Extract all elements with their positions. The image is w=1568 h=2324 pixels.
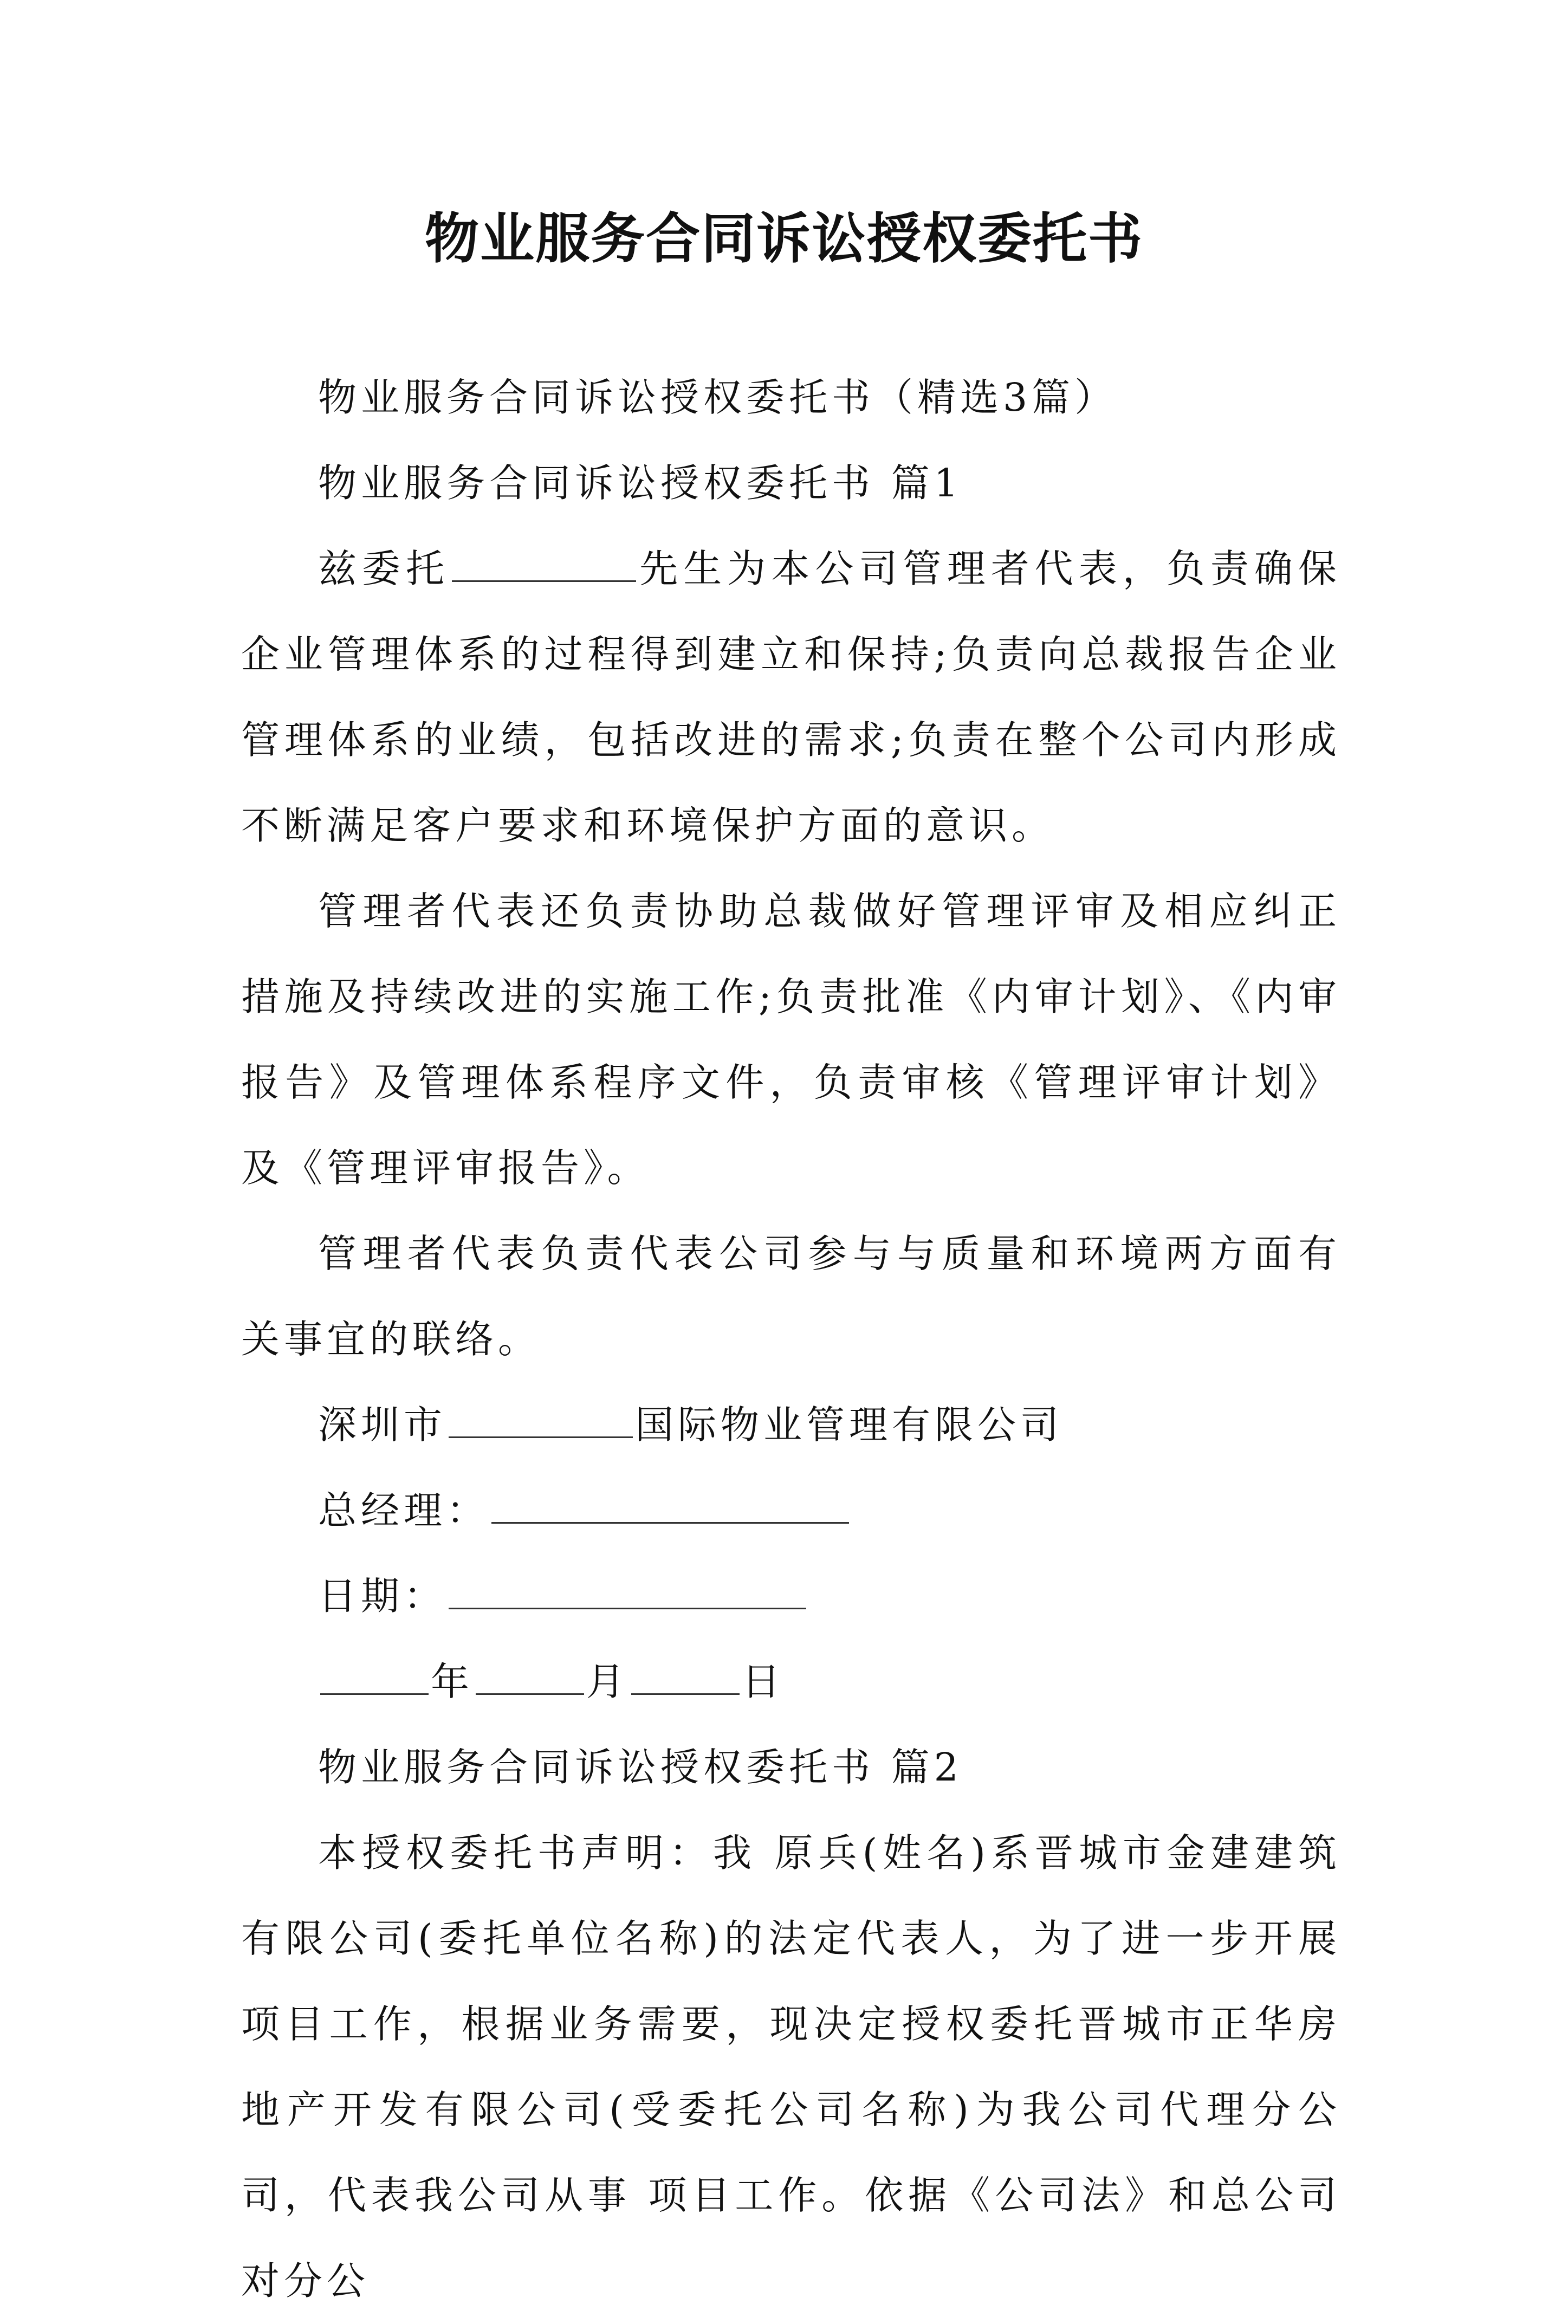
year-label: 年 [431,1659,474,1704]
date-blank [449,1607,806,1609]
company-name-blank [449,1436,633,1438]
paragraph-responsibilities: 管理者代表还负责协助总裁做好管理评审及相应纠正措施及持续改进的实施工作;负责批准《内审计划》、《内审报告》及管理体系程序文件，负责审核《管理评审计划》及《管理评审报告》。 [241,889,1341,1190]
paragraph-appointment [241,526,1341,869]
day-label: 日 [742,1659,785,1704]
date-line [241,1553,1341,1639]
paragraph-authorization-statement: 本授权委托书声明：我 原兵(姓名)系晋城市金建建筑有限公司(委托单位名称)的法定代表人，为了进一步开展项目工作，根据业务需要，现决定授权委托晋城市正华房地产开发有限公司(受委托公司名称)为我公司代理分公司，代表我公司从事 项目工作。依据《公司法》和总公司对分公 [241,1830,1341,2303]
document-body [241,355,1341,2324]
month-blank [476,1693,584,1695]
general-manager-line [241,1468,1341,1553]
appointment-text: 先生为本公司管理者代表，负责确保企业管理体系的过程得到建立和保持;负责向总裁报告企业管理体系的业绩，包括改进的需求;负责在整个公司内形成不断满足客户要求和环境保护方面的意识。 [241,546,1341,848]
paragraph-liaison: 管理者代表负责代表公司参与与质量和环境两方面有关事宜的联络。 [241,1231,1341,1362]
company-prefix: 深圳市 [318,1402,447,1447]
document-title: 物业服务合同诉讼授权委托书 [425,206,1143,270]
date-label: 日期： [318,1574,447,1619]
name-blank [452,580,636,582]
general-manager-signature-blank [491,1522,849,1524]
company-suffix: 国际物业管理有限公司 [635,1402,1064,1447]
day-blank [631,1693,740,1695]
year-month-day-line [241,1639,1341,1725]
year-blank [320,1693,429,1695]
month-label: 月 [586,1659,630,1704]
company-line [241,1382,1341,1468]
section-heading-part2: 物业服务合同诉讼授权委托书 篇2 [318,1745,963,1790]
appointment-prefix: 兹委托 [318,546,450,591]
general-manager-label: 总经理： [318,1488,490,1533]
document-subtitle: 物业服务合同诉讼授权委托书（精选3篇） [318,375,1118,420]
section-heading-part1: 物业服务合同诉讼授权委托书 篇1 [318,461,963,506]
